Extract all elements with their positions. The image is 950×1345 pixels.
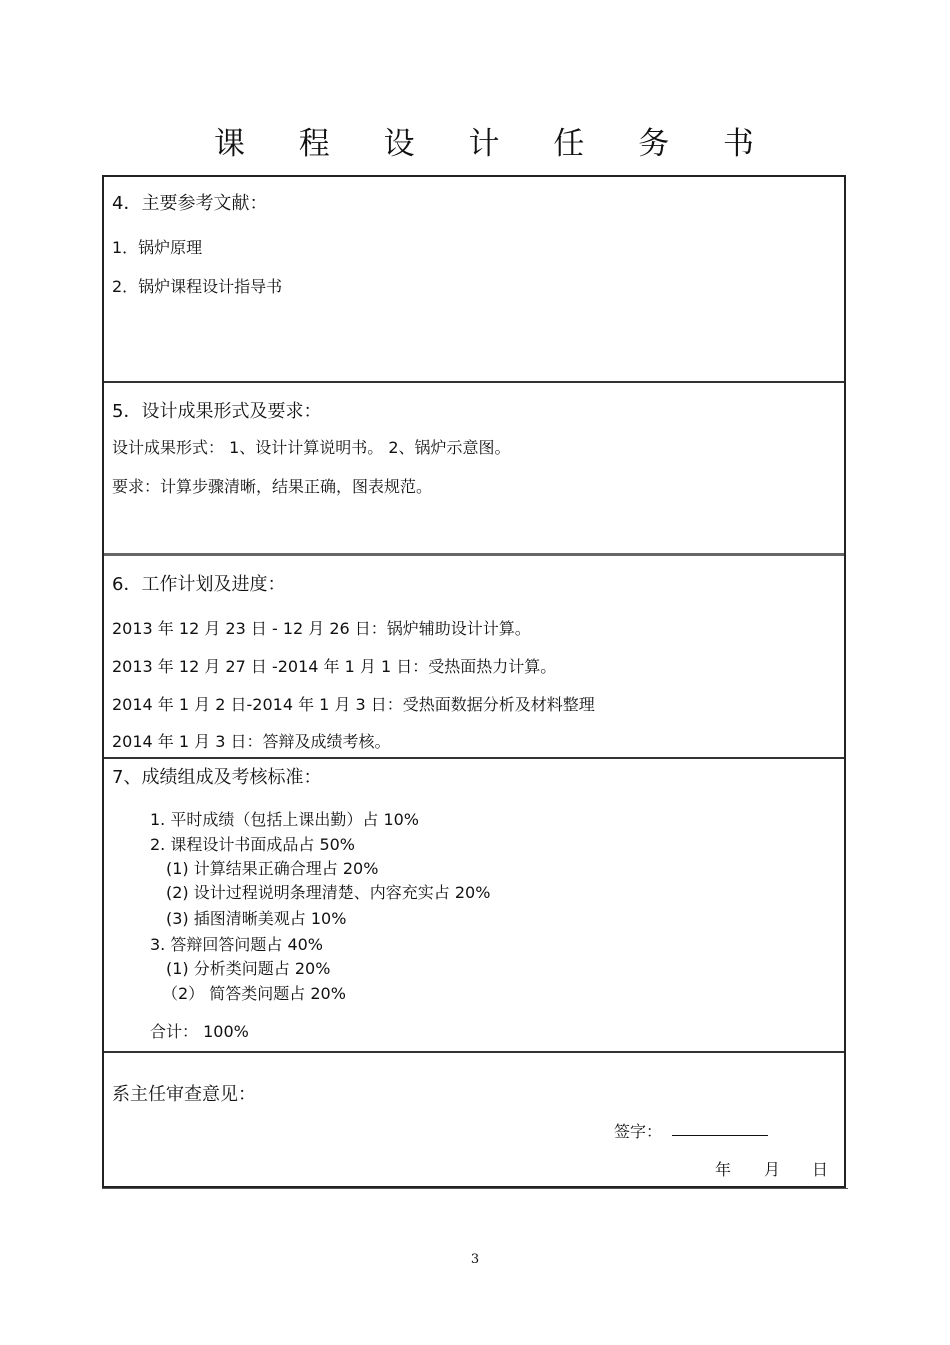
section-divider — [104, 757, 844, 759]
requirement-line: 要求：计算步骤清晰，结果正确，图表规范。 — [112, 477, 433, 496]
bottom-rule — [102, 1188, 848, 1189]
page-number: 3 — [470, 1252, 480, 1267]
date-day: 日 — [812, 1160, 829, 1179]
schedule-item: 2013 年 12 月 27 日 -2014 年 1 月 1 日：受热面热力计算。 — [112, 657, 557, 676]
review-heading: 系主任审查意见： — [112, 1084, 256, 1105]
section-divider — [104, 1051, 844, 1053]
criteria-subitem: (2) 设计过程说明条理清楚、内容充实占 20% — [166, 883, 491, 902]
criteria-item: 2. 课程设计书面成品占 50% — [150, 835, 356, 854]
signature-line — [672, 1135, 768, 1136]
date-year: 年 — [715, 1160, 732, 1179]
signature-label: 签字： — [614, 1122, 663, 1141]
document-title: 课 程 设 计 任 务 书 — [213, 126, 777, 162]
section6-heading: 6．工作计划及进度： — [112, 574, 286, 595]
section-divider — [104, 381, 844, 383]
criteria-total: 合计： 100% — [150, 1022, 249, 1041]
criteria-subitem: (1) 分析类问题占 20% — [166, 959, 331, 978]
task-table — [102, 175, 846, 1188]
criteria-subitem: （2） 简答类问题占 20% — [162, 984, 346, 1003]
schedule-item: 2014 年 1 月 3 日：答辩及成绩考核。 — [112, 732, 391, 751]
section5-heading: 5．设计成果形式及要求： — [112, 401, 322, 422]
section-divider — [104, 553, 844, 556]
date-month: 月 — [764, 1160, 781, 1179]
criteria-subitem: (3) 插图清晰美观占 10% — [166, 909, 347, 928]
reference-item: 1．锅炉原理 — [112, 238, 203, 257]
section4-heading: 4．主要参考文献： — [112, 193, 268, 214]
deliverable-form-line: 设计成果形式： 1、设计计算说明书。 2、锅炉示意图。 — [112, 438, 511, 457]
criteria-subitem: (1) 计算结果正确合理占 20% — [166, 859, 379, 878]
criteria-item: 1. 平时成绩（包括上课出勤）占 10% — [150, 810, 420, 829]
reference-item: 2．锅炉课程设计指导书 — [112, 277, 283, 296]
schedule-item: 2013 年 12 月 23 日 - 12 月 26 日：锅炉辅助设计计算。 — [112, 619, 531, 638]
criteria-item: 3. 答辩回答问题占 40% — [150, 935, 324, 954]
schedule-item: 2014 年 1 月 2 日-2014 年 1 月 3 日：受热面数据分析及材料整理 — [112, 695, 595, 714]
section7-heading: 7、成绩组成及考核标准： — [112, 767, 322, 788]
